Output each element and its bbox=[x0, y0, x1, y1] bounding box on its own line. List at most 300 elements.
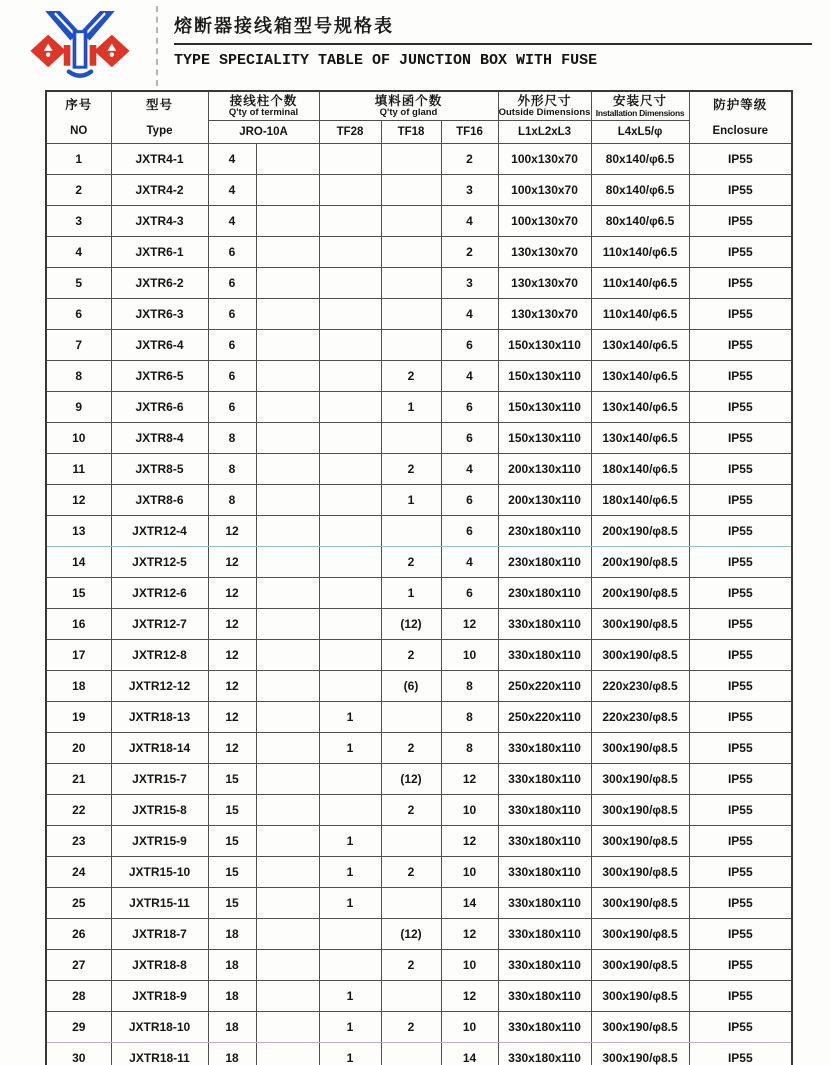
cell-tf16-qty: 3 bbox=[441, 268, 498, 299]
table-row bbox=[46, 888, 792, 919]
table-row bbox=[46, 516, 792, 547]
cell-tf18-qty: 2 bbox=[381, 640, 441, 671]
table-row bbox=[46, 671, 792, 702]
cell-terminal-qty: 6 bbox=[208, 330, 256, 361]
cell-installation-dimensions: 110x140/φ6.5 bbox=[591, 268, 689, 299]
cell-tf28-qty bbox=[319, 392, 381, 423]
cell-tf18-qty bbox=[381, 175, 441, 206]
cell-type: JXTR8-6 bbox=[111, 485, 208, 516]
company-logo bbox=[14, 8, 146, 82]
col-header-tf16: TF16 bbox=[441, 121, 498, 144]
cell-outside-dimensions: 200x130x110 bbox=[498, 485, 591, 516]
cell-installation-dimensions: 80x140/φ6.5 bbox=[591, 206, 689, 237]
cell-terminal-extra bbox=[256, 237, 319, 268]
cell-tf18-qty bbox=[381, 268, 441, 299]
cell-tf28-qty bbox=[319, 237, 381, 268]
cell-terminal-qty: 12 bbox=[208, 578, 256, 609]
cell-type: JXTR15-7 bbox=[111, 764, 208, 795]
table-row bbox=[46, 237, 792, 268]
cell-installation-dimensions: 300x190/φ8.5 bbox=[591, 764, 689, 795]
title-underline bbox=[174, 43, 812, 45]
col-header-install-en: Installation Dimensions bbox=[595, 107, 685, 118]
cell-terminal-extra bbox=[256, 454, 319, 485]
col-header-outside bbox=[498, 91, 591, 121]
cell-tf28-qty bbox=[319, 609, 381, 640]
cell-enclosure: IP55 bbox=[689, 981, 792, 1012]
cell-no: 2 bbox=[46, 175, 111, 206]
cell-type: JXTR15-8 bbox=[111, 795, 208, 826]
cell-tf16-qty: 12 bbox=[441, 826, 498, 857]
cell-enclosure: IP55 bbox=[689, 175, 792, 206]
cell-tf16-qty: 14 bbox=[441, 888, 498, 919]
table-row bbox=[46, 1012, 792, 1043]
cell-enclosure: IP55 bbox=[689, 516, 792, 547]
cell-enclosure: IP55 bbox=[689, 361, 792, 392]
cell-no: 7 bbox=[46, 330, 111, 361]
header-divider bbox=[156, 6, 158, 86]
cell-tf28-qty bbox=[319, 950, 381, 981]
cell-installation-dimensions: 200x190/φ8.5 bbox=[591, 578, 689, 609]
cell-terminal-extra bbox=[256, 516, 319, 547]
cell-no: 27 bbox=[46, 950, 111, 981]
table-row bbox=[46, 733, 792, 764]
cell-terminal-extra bbox=[256, 764, 319, 795]
cell-terminal-extra bbox=[256, 919, 319, 950]
cell-type: JXTR12-8 bbox=[111, 640, 208, 671]
cell-type: JXTR12-5 bbox=[111, 547, 208, 578]
cell-terminal-qty: 6 bbox=[208, 299, 256, 330]
cell-enclosure: IP55 bbox=[689, 206, 792, 237]
cell-tf18-qty bbox=[381, 237, 441, 268]
cell-terminal-qty: 12 bbox=[208, 733, 256, 764]
cell-tf28-qty: 1 bbox=[319, 857, 381, 888]
table-row bbox=[46, 609, 792, 640]
col-header-no-cn: 序号 bbox=[65, 98, 93, 113]
cell-type: JXTR6-6 bbox=[111, 392, 208, 423]
cell-no: 13 bbox=[46, 516, 111, 547]
cell-enclosure: IP55 bbox=[689, 423, 792, 454]
cell-no: 8 bbox=[46, 361, 111, 392]
cell-type: JXTR12-6 bbox=[111, 578, 208, 609]
cell-tf18-qty: 2 bbox=[381, 361, 441, 392]
title-block bbox=[174, 12, 812, 69]
cell-enclosure: IP55 bbox=[689, 454, 792, 485]
table-row bbox=[46, 764, 792, 795]
cell-outside-dimensions: 230x180x110 bbox=[498, 516, 591, 547]
cell-terminal-extra bbox=[256, 671, 319, 702]
cell-type: JXTR6-2 bbox=[111, 268, 208, 299]
cell-enclosure: IP55 bbox=[689, 640, 792, 671]
cell-tf16-qty: 10 bbox=[441, 1012, 498, 1043]
col-header-enclosure-en: Enclosure bbox=[712, 124, 769, 137]
cell-tf28-qty bbox=[319, 640, 381, 671]
cell-enclosure: IP55 bbox=[689, 330, 792, 361]
cell-tf18-qty: 2 bbox=[381, 547, 441, 578]
cell-tf16-qty: 2 bbox=[441, 237, 498, 268]
table-row bbox=[46, 826, 792, 857]
cell-enclosure: IP55 bbox=[689, 578, 792, 609]
cell-tf18-qty: 2 bbox=[381, 795, 441, 826]
cell-no: 9 bbox=[46, 392, 111, 423]
col-header-type-en: Type bbox=[146, 124, 173, 137]
cell-no: 19 bbox=[46, 702, 111, 733]
cell-tf28-qty bbox=[319, 764, 381, 795]
col-header-jro-10a: JRO-10A bbox=[208, 121, 319, 144]
cell-tf28-qty bbox=[319, 299, 381, 330]
cell-tf16-qty: 10 bbox=[441, 795, 498, 826]
cell-installation-dimensions: 300x190/φ8.5 bbox=[591, 857, 689, 888]
cell-outside-dimensions: 100x130x70 bbox=[498, 206, 591, 237]
cell-enclosure: IP55 bbox=[689, 268, 792, 299]
cell-terminal-extra bbox=[256, 826, 319, 857]
cell-no: 28 bbox=[46, 981, 111, 1012]
cell-tf28-qty: 1 bbox=[319, 733, 381, 764]
cell-terminal-extra bbox=[256, 1043, 319, 1065]
cell-type: JXTR18-8 bbox=[111, 950, 208, 981]
cell-tf16-qty: 12 bbox=[441, 919, 498, 950]
cell-type: JXTR4-3 bbox=[111, 206, 208, 237]
cell-terminal-extra bbox=[256, 485, 319, 516]
cell-terminal-extra bbox=[256, 609, 319, 640]
cell-tf18-qty: 1 bbox=[381, 485, 441, 516]
cell-enclosure: IP55 bbox=[689, 950, 792, 981]
cell-tf28-qty bbox=[319, 919, 381, 950]
cell-type: JXTR8-4 bbox=[111, 423, 208, 454]
cell-enclosure: IP55 bbox=[689, 702, 792, 733]
cell-type: JXTR15-9 bbox=[111, 826, 208, 857]
cell-terminal-qty: 8 bbox=[208, 423, 256, 454]
cell-tf28-qty bbox=[319, 516, 381, 547]
table-row bbox=[46, 392, 792, 423]
cell-tf18-qty: 2 bbox=[381, 733, 441, 764]
cell-enclosure: IP55 bbox=[689, 1043, 792, 1065]
cell-enclosure: IP55 bbox=[689, 547, 792, 578]
cell-tf18-qty bbox=[381, 423, 441, 454]
col-header-tf28: TF28 bbox=[319, 121, 381, 144]
cell-tf16-qty: 10 bbox=[441, 950, 498, 981]
table-row bbox=[46, 702, 792, 733]
cell-no: 17 bbox=[46, 640, 111, 671]
cell-no: 29 bbox=[46, 1012, 111, 1043]
cell-tf16-qty: 6 bbox=[441, 330, 498, 361]
cell-no: 24 bbox=[46, 857, 111, 888]
cell-enclosure: IP55 bbox=[689, 485, 792, 516]
cell-terminal-qty: 6 bbox=[208, 237, 256, 268]
cell-terminal-extra bbox=[256, 206, 319, 237]
cell-outside-dimensions: 100x130x70 bbox=[498, 144, 591, 175]
cell-tf16-qty: 6 bbox=[441, 578, 498, 609]
cell-type: JXTR15-11 bbox=[111, 888, 208, 919]
cell-outside-dimensions: 130x130x70 bbox=[498, 299, 591, 330]
cell-enclosure: IP55 bbox=[689, 919, 792, 950]
cell-type: JXTR12-12 bbox=[111, 671, 208, 702]
cell-type: JXTR18-11 bbox=[111, 1043, 208, 1065]
cell-terminal-qty: 4 bbox=[208, 175, 256, 206]
cell-type: JXTR6-3 bbox=[111, 299, 208, 330]
col-header-terminal-en: Q'ty of terminal bbox=[228, 106, 299, 118]
cell-terminal-qty: 15 bbox=[208, 857, 256, 888]
cell-tf16-qty: 4 bbox=[441, 299, 498, 330]
cell-enclosure: IP55 bbox=[689, 857, 792, 888]
cell-outside-dimensions: 250x220x110 bbox=[498, 702, 591, 733]
cell-installation-dimensions: 220x230/φ8.5 bbox=[591, 702, 689, 733]
cell-tf16-qty: 4 bbox=[441, 206, 498, 237]
cell-outside-dimensions: 150x130x110 bbox=[498, 330, 591, 361]
cell-installation-dimensions: 300x190/φ8.5 bbox=[591, 888, 689, 919]
cell-tf18-qty bbox=[381, 330, 441, 361]
cell-outside-dimensions: 330x180x110 bbox=[498, 764, 591, 795]
cell-tf18-qty: 2 bbox=[381, 857, 441, 888]
cell-terminal-qty: 15 bbox=[208, 888, 256, 919]
table-row bbox=[46, 423, 792, 454]
cell-installation-dimensions: 300x190/φ8.5 bbox=[591, 1043, 689, 1065]
cell-installation-dimensions: 300x190/φ8.5 bbox=[591, 733, 689, 764]
cell-terminal-extra bbox=[256, 857, 319, 888]
cell-terminal-extra bbox=[256, 578, 319, 609]
cell-tf18-qty bbox=[381, 1043, 441, 1065]
cell-outside-dimensions: 250x220x110 bbox=[498, 671, 591, 702]
cell-terminal-qty: 6 bbox=[208, 392, 256, 423]
table-row bbox=[46, 268, 792, 299]
cell-tf28-qty bbox=[319, 268, 381, 299]
cell-terminal-extra bbox=[256, 330, 319, 361]
col-header-outside-en: Outside Dimensions bbox=[498, 106, 591, 118]
cell-no: 1 bbox=[46, 144, 111, 175]
cell-installation-dimensions: 300x190/φ8.5 bbox=[591, 609, 689, 640]
cell-terminal-extra bbox=[256, 702, 319, 733]
table-row bbox=[46, 640, 792, 671]
cell-tf16-qty: 12 bbox=[441, 609, 498, 640]
cell-tf28-qty bbox=[319, 454, 381, 485]
cell-terminal-qty: 6 bbox=[208, 268, 256, 299]
cell-tf28-qty: 1 bbox=[319, 702, 381, 733]
cell-tf18-qty bbox=[381, 206, 441, 237]
cell-installation-dimensions: 300x190/φ8.5 bbox=[591, 640, 689, 671]
cell-tf18-qty bbox=[381, 702, 441, 733]
cell-installation-dimensions: 130x140/φ6.5 bbox=[591, 361, 689, 392]
cell-terminal-qty: 18 bbox=[208, 919, 256, 950]
cell-outside-dimensions: 330x180x110 bbox=[498, 950, 591, 981]
cell-tf16-qty: 4 bbox=[441, 454, 498, 485]
cell-type: JXTR18-13 bbox=[111, 702, 208, 733]
col-header-l1l2l3: L1xL2xL3 bbox=[498, 121, 591, 144]
cell-terminal-extra bbox=[256, 1012, 319, 1043]
cell-tf28-qty: 1 bbox=[319, 1043, 381, 1065]
cell-terminal-extra bbox=[256, 392, 319, 423]
cell-type: JXTR8-5 bbox=[111, 454, 208, 485]
cell-tf16-qty: 2 bbox=[441, 144, 498, 175]
cell-tf28-qty bbox=[319, 547, 381, 578]
cell-installation-dimensions: 300x190/φ8.5 bbox=[591, 1012, 689, 1043]
cell-enclosure: IP55 bbox=[689, 237, 792, 268]
cell-installation-dimensions: 80x140/φ6.5 bbox=[591, 175, 689, 206]
cell-type: JXTR18-9 bbox=[111, 981, 208, 1012]
cell-tf18-qty: 2 bbox=[381, 950, 441, 981]
cell-tf16-qty: 8 bbox=[441, 733, 498, 764]
cell-no: 10 bbox=[46, 423, 111, 454]
cell-no: 21 bbox=[46, 764, 111, 795]
cell-no: 14 bbox=[46, 547, 111, 578]
cell-tf18-qty bbox=[381, 826, 441, 857]
cell-outside-dimensions: 330x180x110 bbox=[498, 981, 591, 1012]
table-row bbox=[46, 485, 792, 516]
col-header-tf18: TF18 bbox=[381, 121, 441, 144]
cell-terminal-extra bbox=[256, 888, 319, 919]
cell-no: 6 bbox=[46, 299, 111, 330]
table-row bbox=[46, 299, 792, 330]
cell-outside-dimensions: 150x130x110 bbox=[498, 423, 591, 454]
cell-terminal-qty: 15 bbox=[208, 826, 256, 857]
cell-terminal-qty: 18 bbox=[208, 1043, 256, 1065]
doc-header bbox=[0, 0, 830, 90]
cell-outside-dimensions: 330x180x110 bbox=[498, 795, 591, 826]
cell-no: 25 bbox=[46, 888, 111, 919]
cell-installation-dimensions: 200x190/φ8.5 bbox=[591, 516, 689, 547]
cell-tf28-qty bbox=[319, 578, 381, 609]
cell-terminal-extra bbox=[256, 268, 319, 299]
cell-installation-dimensions: 180x140/φ6.5 bbox=[591, 485, 689, 516]
cell-enclosure: IP55 bbox=[689, 144, 792, 175]
cell-type: JXTR12-7 bbox=[111, 609, 208, 640]
cell-tf18-qty: (12) bbox=[381, 919, 441, 950]
cell-type: JXTR6-5 bbox=[111, 361, 208, 392]
cell-tf16-qty: 6 bbox=[441, 423, 498, 454]
cell-tf18-qty: (12) bbox=[381, 609, 441, 640]
cell-tf18-qty: 2 bbox=[381, 1012, 441, 1043]
cell-tf28-qty bbox=[319, 206, 381, 237]
col-header-gland bbox=[319, 91, 498, 121]
cell-tf18-qty bbox=[381, 516, 441, 547]
table-row bbox=[46, 950, 792, 981]
cell-outside-dimensions: 330x180x110 bbox=[498, 733, 591, 764]
cell-type: JXTR4-1 bbox=[111, 144, 208, 175]
cell-terminal-qty: 18 bbox=[208, 981, 256, 1012]
cell-no: 11 bbox=[46, 454, 111, 485]
col-header-enclosure-cn: 防护等级 bbox=[713, 98, 768, 113]
cell-enclosure: IP55 bbox=[689, 888, 792, 919]
cell-type: JXTR18-14 bbox=[111, 733, 208, 764]
cell-installation-dimensions: 130x140/φ6.5 bbox=[591, 330, 689, 361]
cell-tf18-qty: 1 bbox=[381, 392, 441, 423]
cell-terminal-qty: 4 bbox=[208, 144, 256, 175]
cell-outside-dimensions: 330x180x110 bbox=[498, 609, 591, 640]
cell-installation-dimensions: 110x140/φ6.5 bbox=[591, 299, 689, 330]
cell-terminal-extra bbox=[256, 547, 319, 578]
cell-terminal-qty: 4 bbox=[208, 206, 256, 237]
cell-installation-dimensions: 200x190/φ8.5 bbox=[591, 547, 689, 578]
cell-installation-dimensions: 300x190/φ8.5 bbox=[591, 950, 689, 981]
cell-enclosure: IP55 bbox=[689, 609, 792, 640]
cell-installation-dimensions: 130x140/φ6.5 bbox=[591, 392, 689, 423]
cell-installation-dimensions: 130x140/φ6.5 bbox=[591, 423, 689, 454]
cell-outside-dimensions: 130x130x70 bbox=[498, 268, 591, 299]
cell-outside-dimensions: 330x180x110 bbox=[498, 1043, 591, 1065]
cell-tf16-qty: 8 bbox=[441, 671, 498, 702]
cell-tf18-qty: (6) bbox=[381, 671, 441, 702]
cell-no: 30 bbox=[46, 1043, 111, 1065]
table-row bbox=[46, 981, 792, 1012]
cell-type: JXTR18-10 bbox=[111, 1012, 208, 1043]
table-row bbox=[46, 547, 792, 578]
cell-tf16-qty: 6 bbox=[441, 516, 498, 547]
table-row bbox=[46, 795, 792, 826]
cell-tf16-qty: 12 bbox=[441, 981, 498, 1012]
cell-no: 5 bbox=[46, 268, 111, 299]
cell-enclosure: IP55 bbox=[689, 1012, 792, 1043]
cell-terminal-extra bbox=[256, 299, 319, 330]
cell-outside-dimensions: 330x180x110 bbox=[498, 888, 591, 919]
table-row bbox=[46, 857, 792, 888]
cell-tf28-qty bbox=[319, 144, 381, 175]
cell-outside-dimensions: 200x130x110 bbox=[498, 454, 591, 485]
cell-enclosure: IP55 bbox=[689, 392, 792, 423]
cell-terminal-qty: 18 bbox=[208, 1012, 256, 1043]
cell-installation-dimensions: 300x190/φ8.5 bbox=[591, 795, 689, 826]
cell-outside-dimensions: 330x180x110 bbox=[498, 919, 591, 950]
cell-enclosure: IP55 bbox=[689, 299, 792, 330]
cell-installation-dimensions: 80x140/φ6.5 bbox=[591, 144, 689, 175]
cell-outside-dimensions: 330x180x110 bbox=[498, 640, 591, 671]
table-header bbox=[46, 91, 792, 144]
cell-tf28-qty: 1 bbox=[319, 888, 381, 919]
cell-installation-dimensions: 300x190/φ8.5 bbox=[591, 919, 689, 950]
cell-tf28-qty bbox=[319, 671, 381, 702]
cell-outside-dimensions: 230x180x110 bbox=[498, 547, 591, 578]
cell-enclosure: IP55 bbox=[689, 826, 792, 857]
cell-tf28-qty: 1 bbox=[319, 1012, 381, 1043]
cell-tf18-qty bbox=[381, 981, 441, 1012]
cell-tf16-qty: 4 bbox=[441, 547, 498, 578]
cell-enclosure: IP55 bbox=[689, 671, 792, 702]
col-header-type-cn: 型号 bbox=[145, 98, 173, 113]
cell-tf16-qty: 10 bbox=[441, 640, 498, 671]
cell-tf16-qty: 14 bbox=[441, 1043, 498, 1065]
cell-tf28-qty: 1 bbox=[319, 981, 381, 1012]
cell-outside-dimensions: 150x130x110 bbox=[498, 392, 591, 423]
cell-no: 22 bbox=[46, 795, 111, 826]
cell-terminal-extra bbox=[256, 640, 319, 671]
spec-table bbox=[45, 90, 793, 1065]
cell-terminal-extra bbox=[256, 144, 319, 175]
cell-terminal-qty: 8 bbox=[208, 454, 256, 485]
cell-tf18-qty: 1 bbox=[381, 578, 441, 609]
table-row bbox=[46, 578, 792, 609]
cell-type: JXTR4-2 bbox=[111, 175, 208, 206]
cell-no: 12 bbox=[46, 485, 111, 516]
cell-terminal-extra bbox=[256, 950, 319, 981]
col-header-no-en: NO bbox=[70, 124, 88, 137]
cell-tf16-qty: 4 bbox=[441, 361, 498, 392]
cell-tf18-qty: (12) bbox=[381, 764, 441, 795]
table-row bbox=[46, 454, 792, 485]
cell-terminal-qty: 12 bbox=[208, 702, 256, 733]
cell-no: 3 bbox=[46, 206, 111, 237]
logo-emblem-icon bbox=[14, 8, 146, 82]
col-header-enclosure bbox=[689, 91, 792, 144]
cell-enclosure: IP55 bbox=[689, 733, 792, 764]
cell-tf16-qty: 3 bbox=[441, 175, 498, 206]
cell-no: 20 bbox=[46, 733, 111, 764]
cell-tf28-qty: 1 bbox=[319, 826, 381, 857]
cell-tf28-qty bbox=[319, 423, 381, 454]
cell-tf16-qty: 12 bbox=[441, 764, 498, 795]
cell-terminal-qty: 12 bbox=[208, 516, 256, 547]
page-title-chinese: 熔断器接线箱型号规格表 bbox=[174, 16, 394, 36]
cell-outside-dimensions: 330x180x110 bbox=[498, 826, 591, 857]
cell-outside-dimensions: 150x130x110 bbox=[498, 361, 591, 392]
cell-tf28-qty bbox=[319, 330, 381, 361]
cell-tf18-qty bbox=[381, 299, 441, 330]
